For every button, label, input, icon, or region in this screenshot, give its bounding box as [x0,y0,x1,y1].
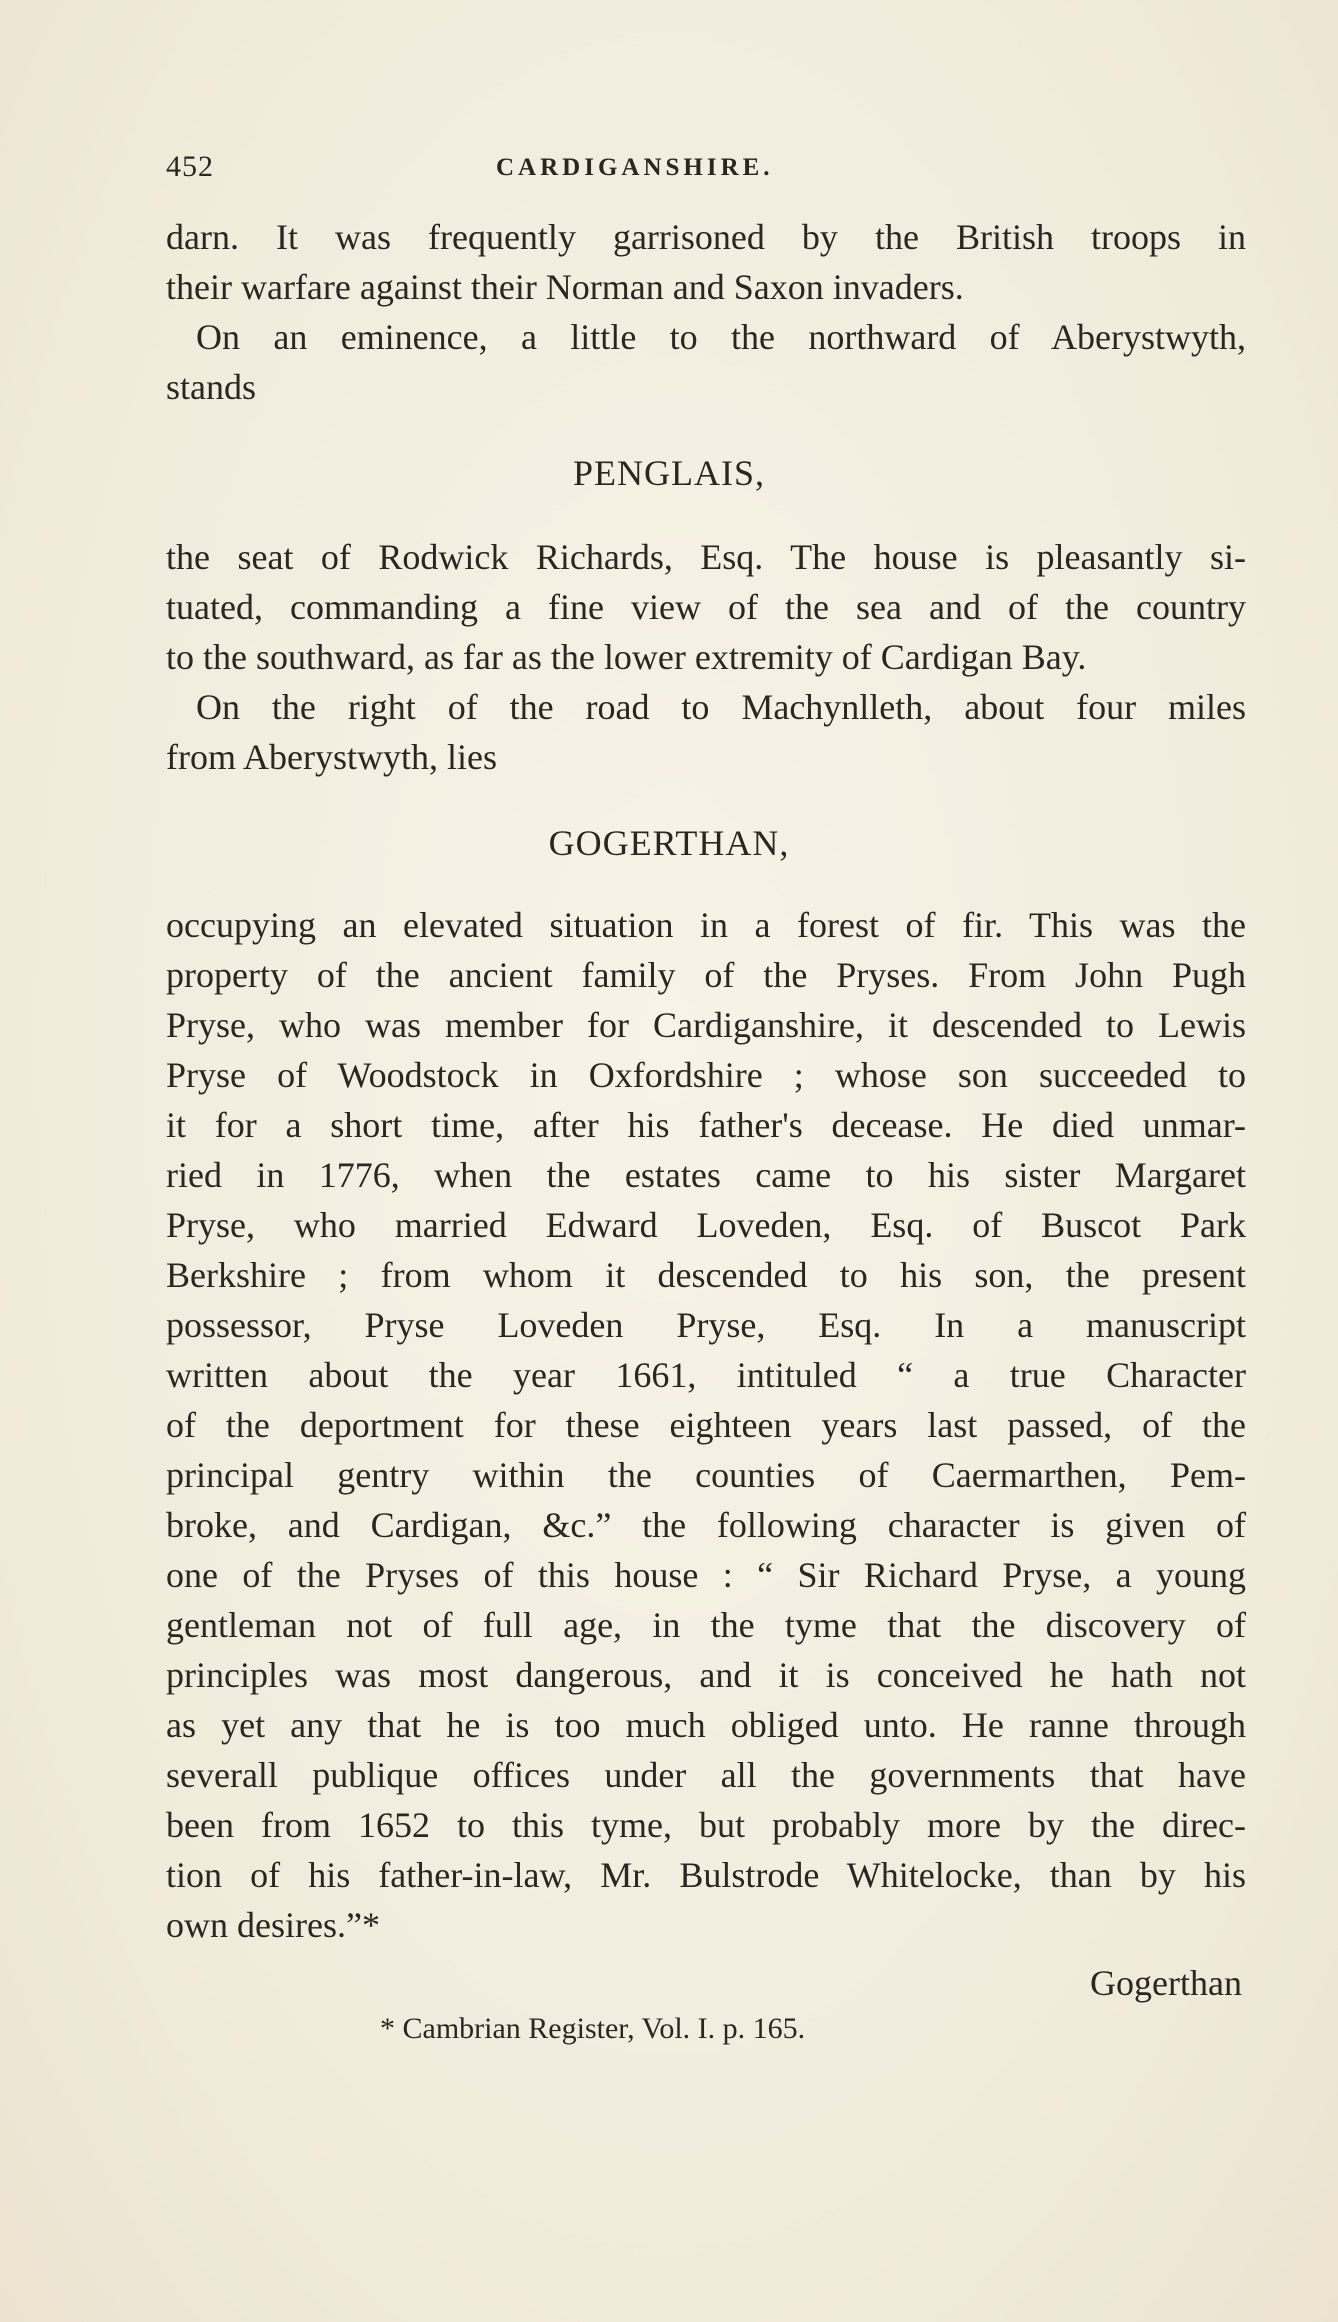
paragraph-penglais [166,532,1246,682]
text-line: of the deportment for these eighteen years last passed, of the [166,1405,1246,1445]
running-head [166,150,1246,190]
text-line: Pryse of Woodstock in Oxfordshire ; whose son succeeded to [166,1055,1246,1095]
text-line: tion of his father-in-law, Mr. Bulstrode Whitelocke, than by his [166,1855,1246,1895]
text-line: the seat of Rodwick Richards, Esq. The house is pleasantly si- [166,537,1246,577]
text-line: On an eminence, a little to the northward of Aberystwyth, [196,317,1246,357]
text-line: Pryse, who married Edward Loveden, Esq. of Buscot Park [166,1205,1246,1245]
text-line: as yet any that he is too much obliged unto. He ranne through [166,1705,1246,1745]
running-title: CARDIGANSHIRE. [496,154,774,181]
text-line: from Aberystwyth, lies [166,737,497,777]
paragraph-machynlleth [166,682,1246,782]
text-line: tuated, commanding a fine view of the sea and of the country [166,587,1246,627]
paragraph-gogerthan [166,900,1246,1950]
text-line: own desires.”* [166,1905,380,1945]
text-line: their warfare against their Norman and Saxon invaders. [166,267,964,307]
text-line: one of the Pryses of this house : “ Sir Richard Pryse, a young [166,1555,1246,1595]
text-line: severall publique offices under all the governments that have [166,1755,1246,1795]
text-line: ried in 1776, when the estates came to his sister Margaret [166,1155,1246,1195]
text-line: stands [166,367,256,407]
text-line: written about the year 1661, intituled “ a true Character [166,1355,1246,1395]
page-number: 452 [166,150,214,183]
text-line: occupying an elevated situation in a forest of fir. This was the [166,905,1246,945]
text-line: darn. It was frequently garrisoned by the British troops in [166,217,1246,257]
text-line: property of the ancient family of the Pryses. From John Pugh [166,955,1246,995]
text-line: On the right of the road to Machynlleth, about four miles [196,687,1246,727]
text-line: possessor, Pryse Loveden Pryse, Esq. In a manuscript [166,1305,1246,1345]
text-line: been from 1652 to this tyme, but probably more by the direc- [166,1805,1246,1845]
footnote: * Cambrian Register, Vol. I. p. 165. [380,2012,806,2045]
catchword: Gogerthan [1090,1963,1242,2003]
text-line: principles was most dangerous, and it is conceived he hath not [166,1655,1246,1695]
text-line: broke, and Cardigan, &c.” the following character is given of [166,1505,1246,1545]
text-line: it for a short time, after his father's decease. He died unmar- [166,1105,1246,1145]
text-line: Pryse, who was member for Cardiganshire, it descended to Lewis [166,1005,1246,1045]
text-line: to the southward, as far as the lower extremity of Cardigan Bay. [166,637,1087,677]
text-line: gentleman not of full age, in the tyme that the discovery of [166,1605,1246,1645]
heading-gogerthan: GOGERTHAN, [548,823,790,863]
paragraph-garrison [166,212,1246,312]
heading-penglais: PENGLAIS, [572,453,765,493]
paragraph-eminence [166,312,1246,412]
text-line: Berkshire ; from whom it descended to his son, the present [166,1255,1246,1295]
text-line: principal gentry within the counties of Caermarthen, Pem- [166,1455,1246,1495]
